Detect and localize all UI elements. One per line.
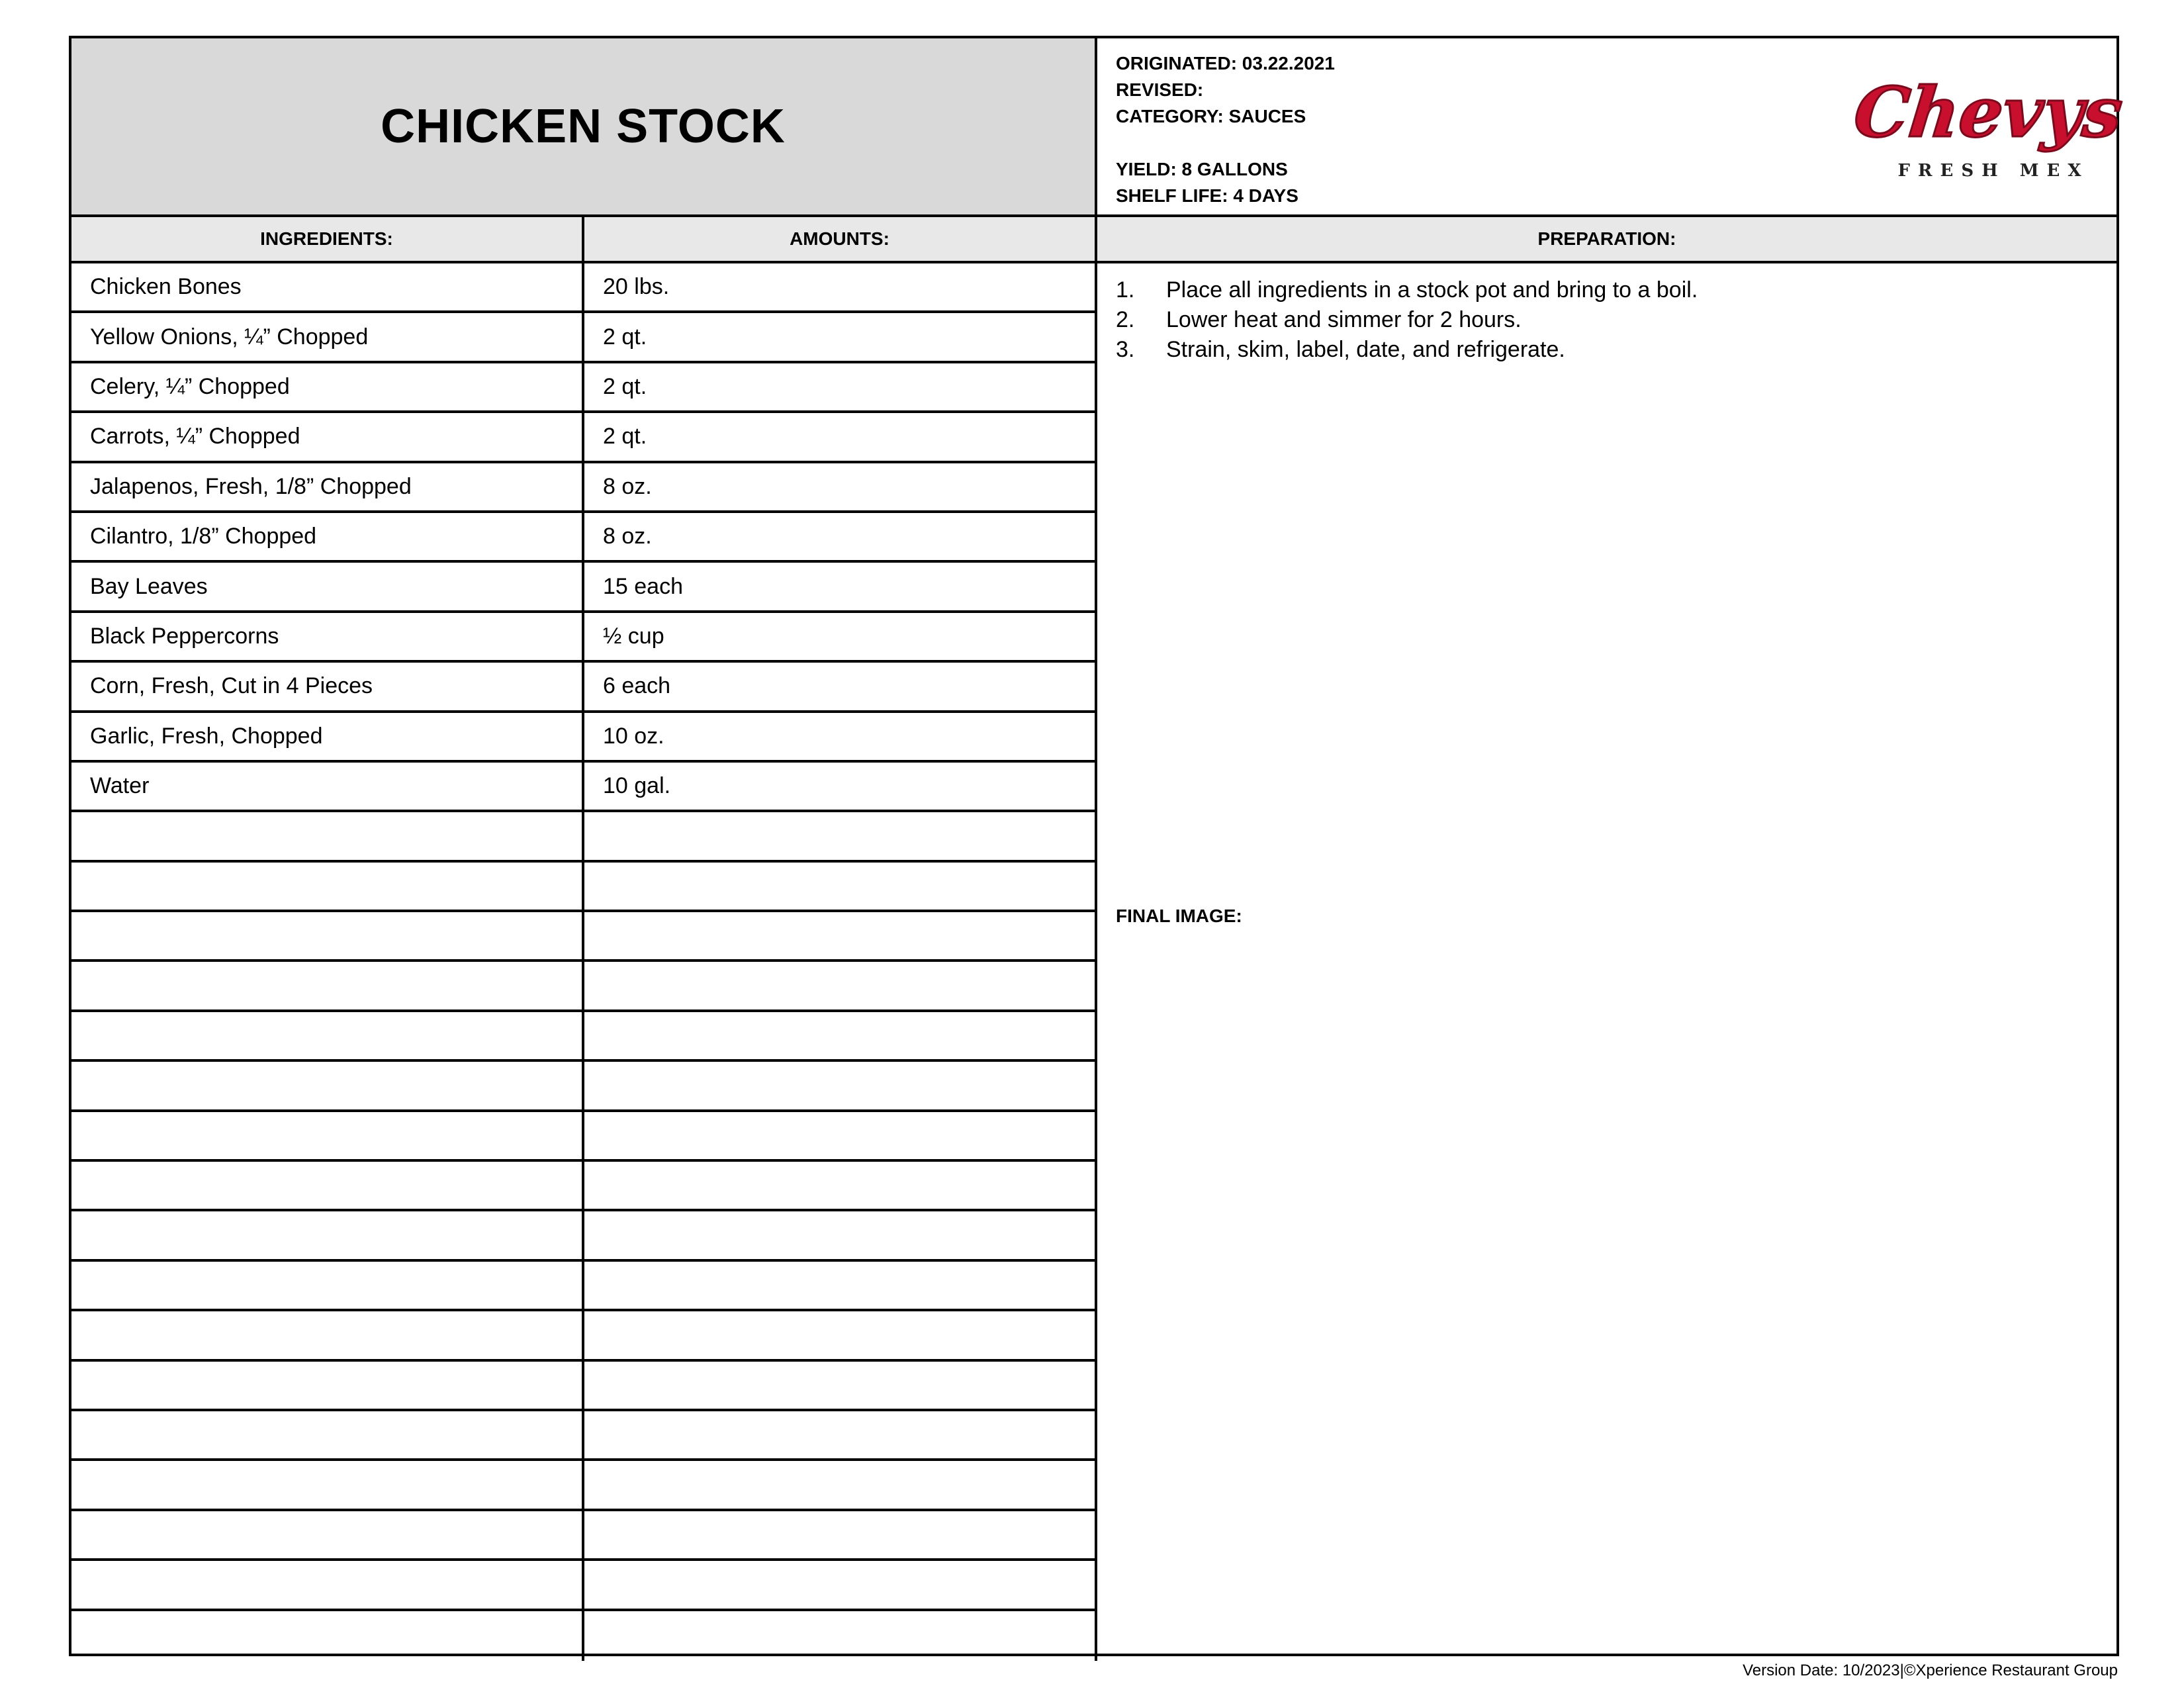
preparation-step — [1116, 305, 1698, 335]
svg-text:FRESH MEX: FRESH MEX — [1897, 161, 2089, 181]
recipe-meta — [1097, 38, 2126, 217]
table-row — [71, 1211, 1097, 1261]
table-row — [71, 812, 1097, 862]
ingredient-cell — [71, 812, 584, 859]
amount-cell: ½ cup — [584, 613, 1097, 660]
amounts-header: AMOUNTS: — [584, 217, 1097, 263]
table-row — [71, 463, 1097, 513]
final-image-label: FINAL IMAGE: — [1116, 906, 1242, 926]
ingredient-cell — [71, 1362, 584, 1409]
table-row — [71, 563, 1097, 612]
ingredient-cell: Chicken Bones — [71, 263, 584, 310]
ingredient-cell — [71, 863, 584, 910]
table-row — [71, 413, 1097, 463]
amount-cell — [584, 1611, 1097, 1661]
ingredient-cell — [71, 1012, 584, 1059]
preparation-steps — [1116, 275, 1698, 365]
preparation-panel — [1097, 263, 2116, 1654]
ingredient-cell — [71, 1112, 584, 1159]
amount-cell — [584, 1262, 1097, 1309]
ingredient-cell: Garlic, Fresh, Chopped — [71, 713, 584, 760]
ingredient-cell — [71, 1211, 584, 1258]
table-row — [71, 763, 1097, 812]
ingredient-cell — [71, 1411, 584, 1458]
ingredient-cell: Carrots, ¼” Chopped — [71, 413, 584, 460]
table-row — [71, 1062, 1097, 1111]
amount-cell — [584, 1362, 1097, 1409]
ingredient-cell — [71, 1561, 584, 1608]
table-row — [71, 1112, 1097, 1162]
ingredient-cell: Yellow Onions, ¼” Chopped — [71, 313, 584, 360]
step-text: Place all ingredients in a stock pot and bring to a boil. — [1166, 277, 1698, 303]
ingredient-cell — [71, 1162, 584, 1209]
version-footer: Version Date: 10/2023|©Xperience Restaurant Group — [1743, 1662, 2118, 1679]
amount-cell — [584, 1461, 1097, 1508]
ingredient-cell — [71, 1611, 584, 1661]
table-row — [71, 313, 1097, 363]
amount-cell — [584, 1112, 1097, 1159]
amount-cell — [584, 962, 1097, 1009]
ingredient-cell — [71, 1062, 584, 1109]
amount-cell: 8 oz. — [584, 513, 1097, 560]
title-cell — [71, 38, 1097, 217]
table-row — [71, 1311, 1097, 1361]
table-row — [71, 1162, 1097, 1211]
table-row — [71, 1561, 1097, 1611]
amount-cell: 6 each — [584, 663, 1097, 710]
ingredient-cell: Bay Leaves — [71, 563, 584, 610]
meta-lines — [1116, 50, 1335, 209]
table-row — [71, 1511, 1097, 1561]
preparation-step — [1116, 275, 1698, 305]
step-text: Lower heat and simmer for 2 hours. — [1166, 307, 1522, 332]
table-row — [71, 263, 1097, 313]
amount-cell — [584, 1062, 1097, 1109]
table-row — [71, 1411, 1097, 1461]
ingredients-table — [71, 263, 1097, 1661]
table-row — [71, 713, 1097, 763]
revised-date: REVISED: — [1116, 79, 1204, 100]
table-row — [71, 912, 1097, 962]
amount-cell — [584, 812, 1097, 859]
step-number: 1. — [1116, 277, 1135, 303]
amount-cell — [584, 1162, 1097, 1209]
shelf-life: SHELF LIFE: 4 DAYS — [1116, 185, 1298, 206]
step-number: 2. — [1116, 307, 1135, 332]
amount-cell — [584, 1511, 1097, 1558]
amount-cell: 2 qt. — [584, 363, 1097, 410]
table-row — [71, 1461, 1097, 1511]
category: CATEGORY: SAUCES — [1116, 106, 1306, 126]
ingredient-cell: Jalapenos, Fresh, 1/8” Chopped — [71, 463, 584, 510]
table-row — [71, 613, 1097, 663]
originated-date: ORIGINATED: 03.22.2021 — [1116, 53, 1335, 73]
recipe-title: CHICKEN STOCK — [381, 100, 786, 153]
amount-cell — [584, 1012, 1097, 1059]
amount-cell: 2 qt. — [584, 313, 1097, 360]
amount-cell: 10 gal. — [584, 763, 1097, 810]
ingredient-cell: Corn, Fresh, Cut in 4 Pieces — [71, 663, 584, 710]
table-row — [71, 1611, 1097, 1661]
step-text: Strain, skim, label, date, and refrigerate. — [1166, 337, 1565, 362]
table-row — [71, 1012, 1097, 1062]
ingredient-cell — [71, 962, 584, 1009]
amount-cell — [584, 1211, 1097, 1258]
amount-cell — [584, 863, 1097, 910]
ingredient-cell — [71, 1511, 584, 1558]
table-row — [71, 1362, 1097, 1411]
preparation-header: PREPARATION: — [1097, 217, 2116, 263]
ingredient-cell: Water — [71, 763, 584, 810]
chevys-logo — [1850, 64, 2126, 196]
amount-cell: 2 qt. — [584, 413, 1097, 460]
ingredients-header: INGREDIENTS: — [71, 217, 584, 263]
table-row — [71, 863, 1097, 912]
table-row — [71, 962, 1097, 1011]
amount-cell — [584, 912, 1097, 959]
amount-cell: 20 lbs. — [584, 263, 1097, 310]
amount-cell: 10 oz. — [584, 713, 1097, 760]
amount-cell — [584, 1311, 1097, 1358]
table-row — [71, 363, 1097, 413]
ingredient-cell: Cilantro, 1/8” Chopped — [71, 513, 584, 560]
step-number: 3. — [1116, 337, 1135, 362]
ingredient-cell — [71, 1262, 584, 1309]
ingredient-cell — [71, 1461, 584, 1508]
recipe-card — [69, 36, 2126, 1656]
amount-cell: 8 oz. — [584, 463, 1097, 510]
yield: YIELD: 8 GALLONS — [1116, 159, 1288, 179]
table-row — [71, 663, 1097, 712]
ingredient-cell: Celery, ¼” Chopped — [71, 363, 584, 410]
ingredient-cell — [71, 912, 584, 959]
svg-text:Chevys: Chevys — [1850, 71, 2126, 153]
ingredient-cell — [71, 1311, 584, 1358]
ingredient-cell: Black Peppercorns — [71, 613, 584, 660]
amount-cell — [584, 1411, 1097, 1458]
amount-cell — [584, 1561, 1097, 1608]
table-row — [71, 1262, 1097, 1311]
amount-cell: 15 each — [584, 563, 1097, 610]
table-row — [71, 513, 1097, 563]
preparation-step — [1116, 335, 1698, 365]
